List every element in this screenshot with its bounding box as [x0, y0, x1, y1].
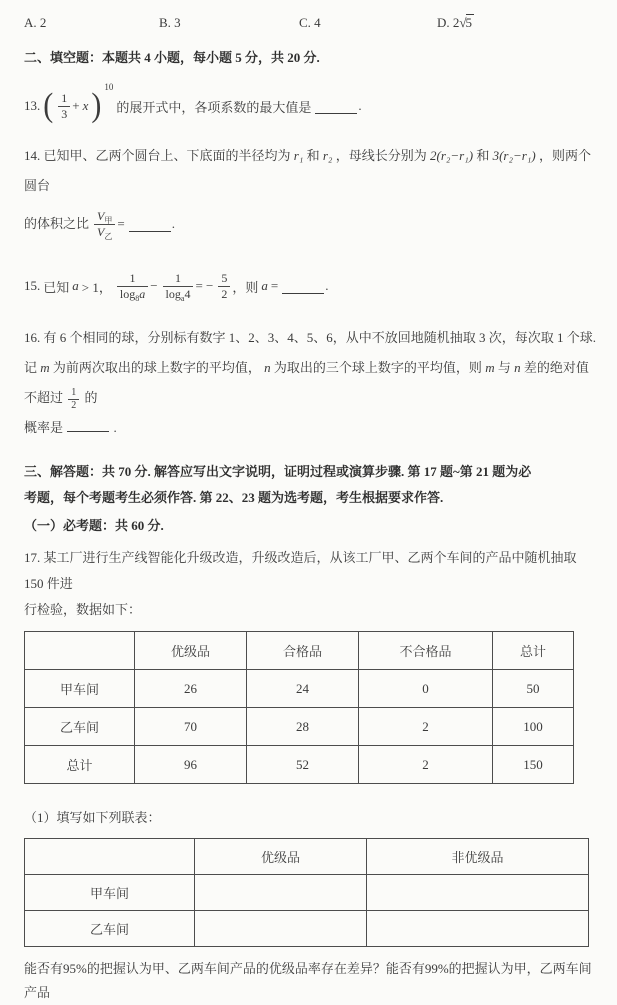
table-row	[25, 670, 574, 708]
table-cell-empty	[367, 875, 589, 911]
log-argument: 4	[184, 286, 191, 301]
question-14	[24, 141, 597, 247]
expression-3r2-r1: 3(r₂−r₁)	[492, 148, 536, 163]
variable-n: n	[514, 360, 521, 375]
log-base: a	[180, 293, 185, 303]
fraction-denominator	[163, 287, 194, 302]
table-cell: 24	[247, 670, 359, 708]
right-paren: )	[91, 86, 102, 124]
exponent-10: 10	[104, 82, 114, 92]
fraction-one-third	[58, 91, 70, 122]
question-16-text: 与	[497, 360, 511, 375]
fraction-denominator: 2	[71, 399, 77, 411]
row-label: 乙车间	[25, 708, 135, 746]
question-14-line2	[24, 201, 597, 247]
table-cell-empty	[367, 911, 589, 947]
option-a: A. 2	[24, 14, 47, 30]
table-cell: 70	[135, 708, 247, 746]
section-3-heading-line1: 三、解答题：共 70 分. 解答应写出文字说明，证明过程或演算步骤. 第 17 题~第 21 题为必	[24, 464, 532, 479]
table-cell: 100	[493, 708, 574, 746]
log-function: log	[119, 286, 136, 301]
question-17-part1-text: 能否有95%的把握认为甲、乙两车间产品的优级品率存在差异？能否有99%的把握认为甲，乙两车间产品	[24, 961, 592, 1000]
answer-blank	[282, 279, 324, 294]
table-header-cell: 合格品	[247, 632, 359, 670]
fraction-numerator	[94, 209, 115, 225]
table-cell: 28	[247, 708, 359, 746]
fraction-numerator: 1	[163, 271, 194, 287]
question-13	[24, 82, 597, 127]
table-cell-empty	[195, 875, 367, 911]
table-row	[25, 911, 589, 947]
section-3-heading-line2: 考题，每个考题考生必须作答. 第 22、23 题为选考题，考生根据要求作答.	[24, 490, 444, 505]
period: .	[358, 98, 362, 113]
table-header-cell: 优级品	[135, 632, 247, 670]
question-17	[24, 545, 597, 623]
fraction-5-over-2	[218, 271, 230, 302]
period: .	[171, 216, 175, 231]
log-argument: a	[139, 286, 146, 301]
variable-x: x	[82, 98, 89, 113]
question-16-text: 的	[84, 390, 98, 405]
question-14-text: ，则两个圆台	[24, 148, 591, 193]
table-row	[25, 875, 589, 911]
table-cell: 50	[493, 670, 574, 708]
fraction-denominator: 2	[221, 286, 228, 301]
section-3-heading	[24, 459, 597, 511]
row-label: 乙车间	[25, 911, 195, 947]
question-17-line1: 17. 某工厂进行生产线智能化升级改造，升级改造后，从该工厂甲、乙两个车间的产品中随机抽取 150 件进	[24, 550, 577, 591]
question-14-text: 和	[306, 148, 320, 163]
variable-m: m	[485, 360, 495, 375]
volume-ratio-fraction	[94, 209, 115, 240]
question-16-text: 有 6 个相同的球，分别标有数字 1、2、3、4、5、6，从中不放回地随机抽取 3 次，每次取 1 个球.记	[24, 330, 597, 375]
question-14-number: 14.	[24, 148, 41, 163]
answer-blank	[315, 99, 357, 114]
question-14-text: 已知甲、乙两个圆台上、下底面的半径均为	[43, 148, 291, 163]
variable-a: a	[72, 278, 79, 293]
variable-v: V	[97, 208, 105, 223]
minus-sign: −	[150, 278, 158, 293]
fraction-denominator	[94, 225, 115, 240]
question-13-text: 的展开式中，各项系数的最大值是	[116, 99, 312, 115]
fraction-denominator	[117, 287, 148, 302]
question-16-text: 概率是	[24, 420, 64, 435]
section-2-heading: 二、填空题：本题共 4 小题，每小题 5 分，共 20 分.	[24, 50, 320, 65]
log-function: log	[165, 286, 181, 301]
table-cell: 2	[359, 746, 493, 784]
subscript-yi: 乙	[104, 231, 113, 241]
radical-sign: √	[459, 14, 467, 30]
fraction-1-over-loga4	[163, 271, 194, 302]
question-15-text: ，则	[232, 279, 259, 295]
answer-blank	[129, 217, 171, 232]
contingency-table	[24, 838, 589, 947]
table-header-row	[25, 632, 574, 670]
question-16-text: 为取出的三个球上数字的平均值，则	[273, 360, 482, 375]
table-row	[25, 708, 574, 746]
plus-sign: +	[72, 98, 80, 113]
table-cell: 96	[135, 746, 247, 784]
choice-options-row	[24, 14, 597, 31]
option-d	[437, 14, 597, 31]
answer-blank	[67, 417, 109, 432]
fraction-numerator: 5	[218, 271, 230, 287]
question-17-line2: 行检验，数据如下：	[24, 602, 142, 617]
variable-a: a	[261, 278, 268, 293]
table-cell: 2	[359, 708, 493, 746]
row-label: 总计	[25, 746, 135, 784]
question-13-number: 13.	[24, 98, 41, 113]
table-header-cell: 不合格品	[359, 632, 493, 670]
table-header-cell: 非优级品	[367, 839, 589, 875]
expression-2r2-r1: 2(r₂−r₁)	[429, 148, 474, 163]
subscript-jia: 甲	[104, 215, 113, 225]
table-cell: 26	[135, 670, 247, 708]
log-base: 8	[135, 293, 140, 303]
question-14-text: 和	[476, 148, 490, 163]
question-14-line1	[24, 141, 597, 201]
variable-m: m	[40, 360, 50, 375]
table-header-cell: 总计	[493, 632, 574, 670]
table-cell-empty	[195, 911, 367, 947]
inspection-data-table	[24, 631, 574, 784]
question-16-number: 16.	[24, 330, 41, 345]
question-15	[24, 263, 597, 309]
question-16-text: 为前两次取出的球上数字的平均值，	[52, 360, 261, 375]
question-16	[24, 323, 597, 443]
table-header-cell	[25, 839, 195, 875]
table-cell: 150	[493, 746, 574, 784]
table-header-row	[25, 839, 589, 875]
option-d-prefix: D. 2	[437, 14, 460, 30]
radicand: 5	[465, 15, 473, 30]
period: .	[113, 420, 117, 435]
question-16-text: 差的绝对值不超过	[24, 360, 589, 405]
table-row	[25, 746, 574, 784]
equals-sign: =	[117, 216, 125, 231]
variable-v: V	[97, 224, 105, 239]
fraction-numerator: 1	[68, 387, 79, 400]
table-cell: 52	[247, 746, 359, 784]
question-14-text: ，母线长分别为	[335, 148, 427, 163]
fraction-numerator: 1	[117, 271, 148, 287]
fraction-1-over-log8a	[117, 271, 148, 302]
row-label: 甲车间	[25, 670, 135, 708]
period: .	[325, 278, 329, 293]
part-1-label: （1）填写如下列联表：	[24, 810, 161, 825]
question-15-text: > 1，	[81, 279, 112, 295]
equals-sign: =	[270, 278, 279, 293]
row-label: 甲车间	[25, 875, 195, 911]
fraction-numerator: 1	[58, 91, 70, 107]
option-c: C. 4	[299, 14, 321, 30]
fraction-denominator: 3	[61, 106, 68, 121]
left-paren: (	[43, 86, 54, 124]
table-header-cell	[25, 632, 135, 670]
variable-r2: r₂	[322, 148, 333, 163]
table-header-cell: 优级品	[195, 839, 367, 875]
required-part-subheading: （一）必考题：共 60 分.	[24, 518, 164, 533]
variable-n: n	[264, 360, 271, 375]
fraction-one-half	[68, 387, 79, 412]
question-15-number: 15.	[24, 278, 41, 293]
option-b: B. 3	[159, 14, 181, 30]
question-14-text: 的体积之比	[24, 216, 90, 231]
table-cell: 0	[359, 670, 493, 708]
variable-r1: r₁	[293, 148, 304, 163]
question-15-text: 已知	[43, 279, 70, 295]
equals-minus: = −	[195, 278, 214, 293]
